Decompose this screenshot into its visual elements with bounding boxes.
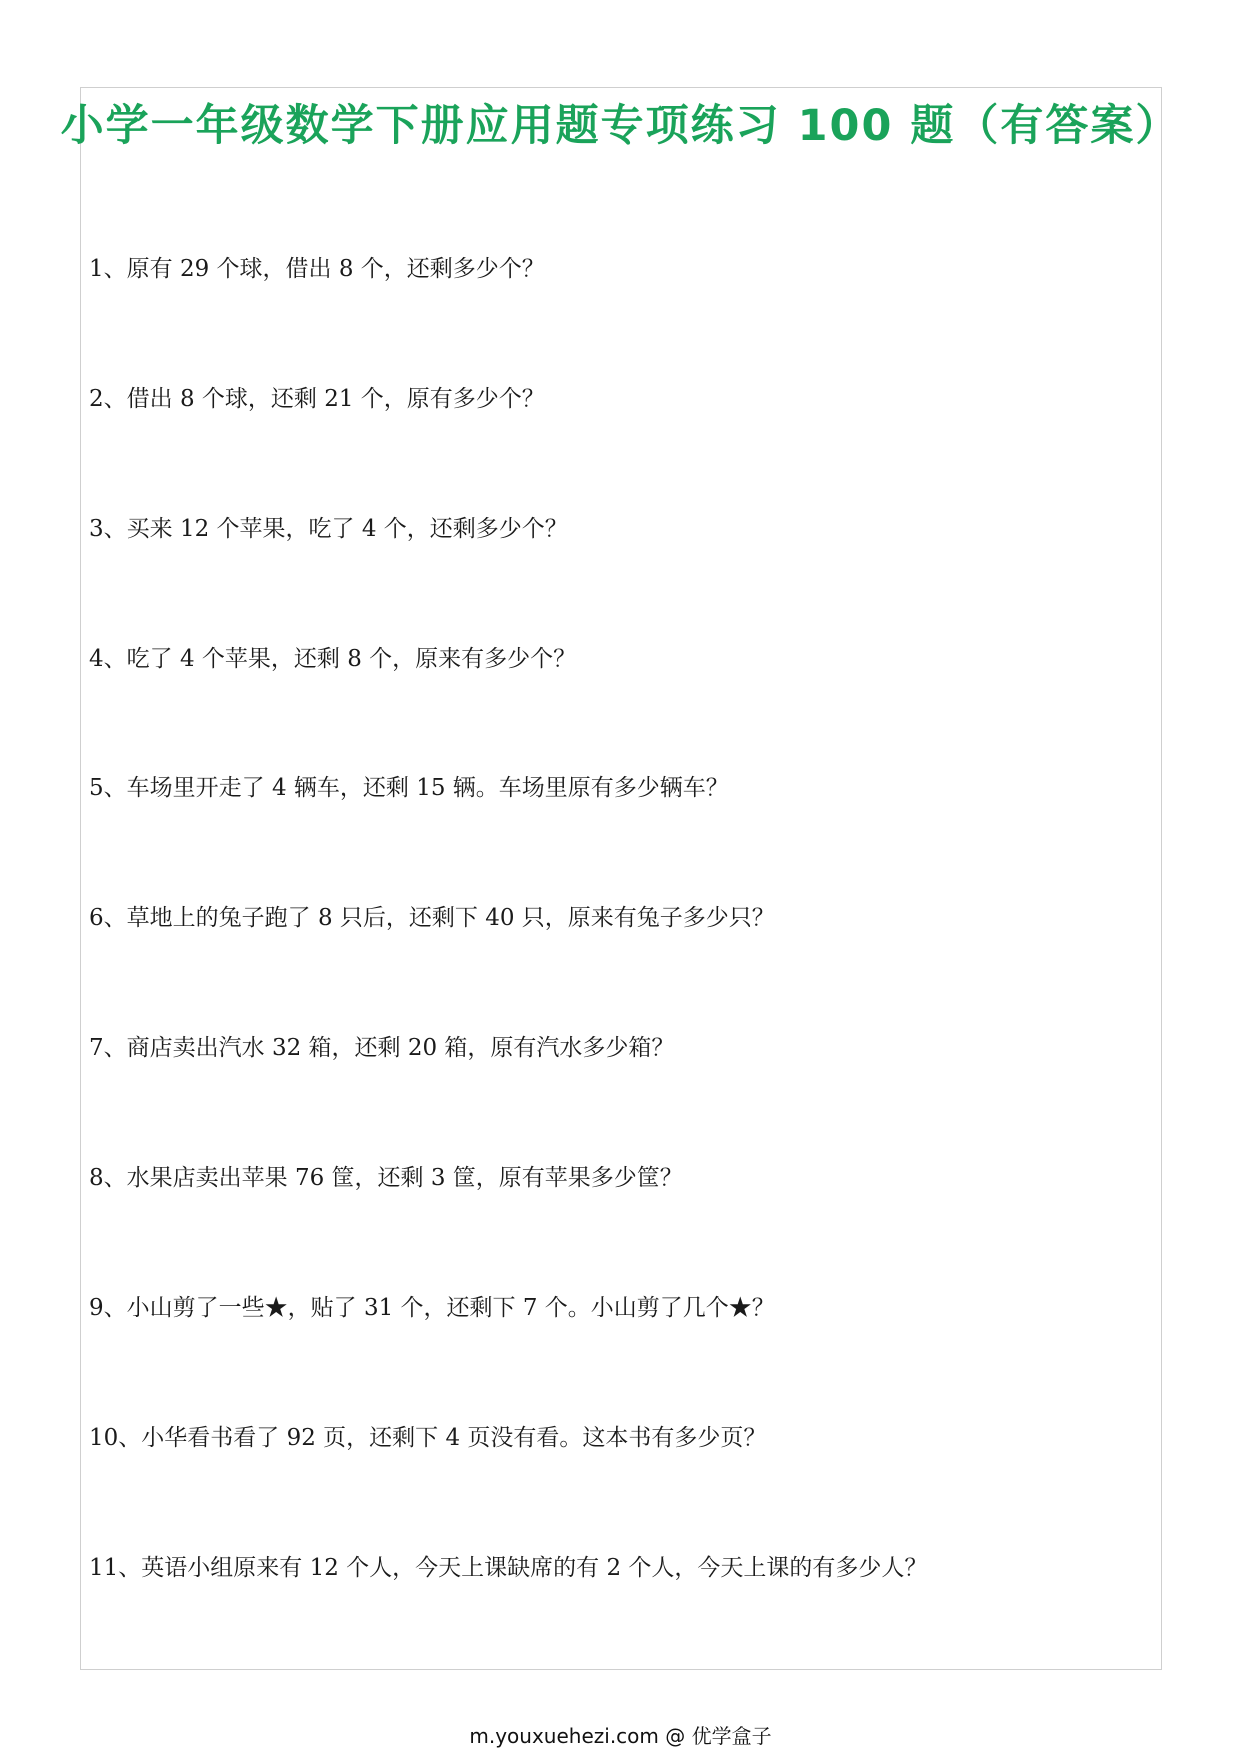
question-1: 1、原有 29 个球，借出 8 个，还剩多少个？ [89,256,545,282]
document-title: 小学一年级数学下册应用题专项练习 100 题（有答案） [60,101,1181,151]
footer-watermark: m.youxuehezi.com @ 优学盒子 [469,1724,772,1748]
question-6: 6、草地上的兔子跑了 8 只后，还剩下 40 只，原来有兔子多少只？ [89,905,775,931]
question-5: 5、车场里开走了 4 辆车，还剩 15 辆。车场里原有多少辆车？ [89,775,729,801]
question-10: 10、小华看书看了 92 页，还剩下 4 页没有看。这本书有多少页？ [89,1425,767,1451]
question-3: 3、买来 12 个苹果，吃了 4 个，还剩多少个？ [89,516,568,542]
question-11: 11、英语小组原来有 12 个人，今天上课缺席的有 2 个人，今天上课的有多少人？ [89,1555,928,1581]
question-8: 8、水果店卖出苹果 76 筐，还剩 3 筐，原有苹果多少筐？ [89,1165,683,1191]
question-9: 9、小山剪了一些★，贴了 31 个，还剩下 7 个。小山剪了几个★？ [89,1295,775,1321]
question-7: 7、商店卖出汽水 32 箱，还剩 20 箱，原有汽水多少箱？ [89,1035,675,1061]
question-2: 2、借出 8 个球，还剩 21 个，原有多少个？ [89,386,545,412]
question-4: 4、吃了 4 个苹果，还剩 8 个，原来有多少个？ [89,646,577,672]
